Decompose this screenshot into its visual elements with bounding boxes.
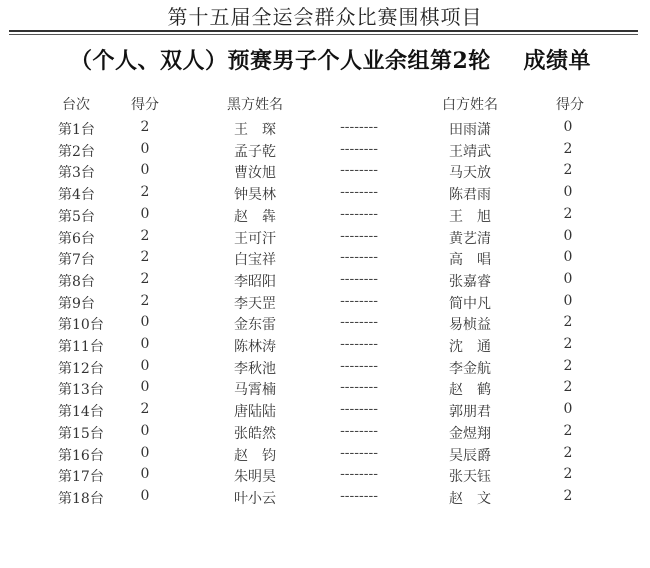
table-no: 第15台 (58, 425, 104, 442)
separator: -------- (340, 162, 378, 179)
white-player: 简中凡 (449, 295, 491, 312)
document-title: 第十五届全运会群众比赛围棋项目 (167, 5, 483, 29)
table-no: 第17台 (58, 469, 104, 486)
table-no: 第11台 (58, 339, 104, 355)
black-player: 王可汗 (234, 230, 276, 247)
white-score: 0 (563, 270, 573, 287)
black-player: 陈林涛 (234, 339, 276, 355)
white-player: 陈君雨 (449, 187, 491, 204)
white-player: 田雨潇 (449, 122, 491, 138)
table-no: 第1台 (58, 122, 95, 138)
table-no: 第18台 (58, 490, 104, 507)
black-player: 马霄楠 (234, 382, 276, 399)
table-no: 第7台 (58, 252, 95, 269)
table-row (0, 314, 650, 336)
black-player: 唐陆陆 (234, 404, 276, 421)
table-no: 第4台 (58, 187, 95, 204)
separator: -------- (340, 119, 378, 135)
table-row (0, 358, 650, 380)
white-player: 沈 通 (449, 339, 491, 355)
white-score: 2 (563, 162, 573, 179)
white-player: 张嘉睿 (449, 273, 491, 290)
header-table-no: 台次 (62, 97, 90, 113)
table-row (0, 162, 650, 184)
black-score: 0 (140, 140, 150, 157)
black-player: 孟子乾 (234, 143, 276, 160)
table-no: 第14台 (58, 404, 104, 421)
separator: -------- (340, 314, 378, 331)
black-player: 王 琛 (234, 122, 276, 138)
black-score: 0 (140, 466, 150, 483)
black-score: 2 (140, 292, 150, 309)
header-black-name: 黑方姓名 (227, 97, 283, 113)
table-row (0, 379, 650, 401)
table-row (0, 228, 650, 250)
black-score: 0 (140, 205, 150, 222)
white-score: 0 (563, 249, 573, 266)
separator: -------- (340, 466, 378, 483)
white-score: 2 (563, 466, 573, 483)
black-player: 李秋池 (234, 360, 276, 377)
table-row (0, 488, 650, 510)
header-white-score: 得分 (556, 97, 584, 113)
separator: -------- (340, 336, 378, 352)
separator: -------- (340, 140, 378, 157)
table-row (0, 271, 650, 293)
separator: -------- (340, 487, 378, 504)
black-player: 叶小云 (234, 490, 276, 507)
table-row (0, 119, 650, 141)
black-score: 2 (140, 249, 150, 266)
table-row (0, 141, 650, 163)
black-score: 0 (140, 162, 150, 179)
white-player: 张天钰 (449, 469, 491, 486)
table-row (0, 401, 650, 423)
white-player: 金煜翔 (449, 425, 491, 442)
table-row (0, 249, 650, 271)
white-score: 2 (563, 314, 573, 331)
white-score: 2 (563, 422, 573, 439)
separator: -------- (340, 422, 378, 439)
white-score: 2 (563, 487, 573, 504)
white-score: 0 (563, 401, 573, 418)
black-player: 张皓然 (234, 425, 276, 442)
white-player: 高 唱 (449, 252, 491, 269)
white-score: 2 (563, 357, 573, 374)
separator: -------- (340, 227, 378, 244)
separator: -------- (340, 249, 378, 266)
header-white-name: 白方姓名 (442, 97, 498, 113)
black-player: 李昭阳 (234, 273, 276, 290)
header-black-score: 得分 (131, 97, 159, 113)
white-player: 赵 鹤 (449, 382, 491, 399)
black-score: 0 (140, 336, 150, 352)
black-score: 0 (140, 357, 150, 374)
black-score: 2 (140, 119, 150, 135)
table-no: 第3台 (58, 165, 95, 182)
white-score: 0 (563, 184, 573, 201)
black-player: 朱明昊 (234, 469, 276, 486)
black-score: 0 (140, 444, 150, 461)
black-score: 0 (140, 379, 150, 396)
black-score: 2 (140, 184, 150, 201)
separator: -------- (340, 401, 378, 418)
white-score: 2 (563, 444, 573, 461)
white-player: 易桢益 (449, 317, 491, 334)
white-player: 黄艺清 (449, 230, 491, 247)
table-row (0, 184, 650, 206)
separator: -------- (340, 357, 378, 374)
table-no: 第12台 (58, 360, 104, 377)
white-score: 0 (563, 227, 573, 244)
white-score: 2 (563, 379, 573, 396)
table-row (0, 293, 650, 315)
table-no: 第5台 (58, 208, 95, 225)
table-no: 第9台 (58, 295, 95, 312)
white-player: 王 旭 (449, 208, 491, 225)
black-score: 0 (140, 487, 150, 504)
black-player: 李天罡 (234, 295, 276, 312)
white-player: 吴辰爵 (449, 447, 491, 464)
white-player: 李金航 (449, 360, 491, 377)
black-player: 赵 犇 (234, 208, 276, 225)
separator: -------- (340, 270, 378, 287)
table-no: 第10台 (58, 317, 104, 334)
separator: -------- (340, 444, 378, 461)
table-header (0, 94, 650, 116)
separator: -------- (340, 379, 378, 396)
white-player: 马天放 (449, 165, 491, 182)
black-score: 0 (140, 422, 150, 439)
separator: -------- (340, 292, 378, 309)
white-player: 王靖武 (449, 143, 491, 160)
table-no: 第16台 (58, 447, 104, 464)
table-row (0, 445, 650, 467)
black-player: 金东雷 (234, 317, 276, 334)
black-player: 钟昊林 (234, 187, 276, 204)
white-score: 2 (563, 140, 573, 157)
white-score: 2 (563, 336, 573, 352)
title-rule-thin (9, 34, 638, 35)
white-score: 0 (563, 292, 573, 309)
table-no: 第13台 (58, 382, 104, 399)
black-score: 2 (140, 227, 150, 244)
white-score: 2 (563, 205, 573, 222)
white-score: 0 (563, 119, 573, 135)
document-subtitle: （个人、双人）预赛男子个人业余组第2轮 成绩单 (70, 48, 591, 74)
table-row (0, 206, 650, 228)
table-no: 第8台 (58, 273, 95, 290)
table-row (0, 466, 650, 488)
title-rule-thick (9, 30, 638, 32)
black-player: 白宝祥 (234, 252, 276, 269)
black-score: 2 (140, 401, 150, 418)
white-player: 赵 文 (449, 490, 491, 507)
white-player: 郭朋君 (449, 404, 491, 421)
table-no: 第2台 (58, 143, 95, 160)
table-no: 第6台 (58, 230, 95, 247)
black-player: 赵 钧 (234, 447, 276, 464)
black-score: 0 (140, 314, 150, 331)
separator: -------- (340, 205, 378, 222)
table-row (0, 423, 650, 445)
black-score: 2 (140, 270, 150, 287)
black-player: 曹汝旭 (234, 165, 276, 182)
separator: -------- (340, 184, 378, 201)
table-row (0, 336, 650, 358)
